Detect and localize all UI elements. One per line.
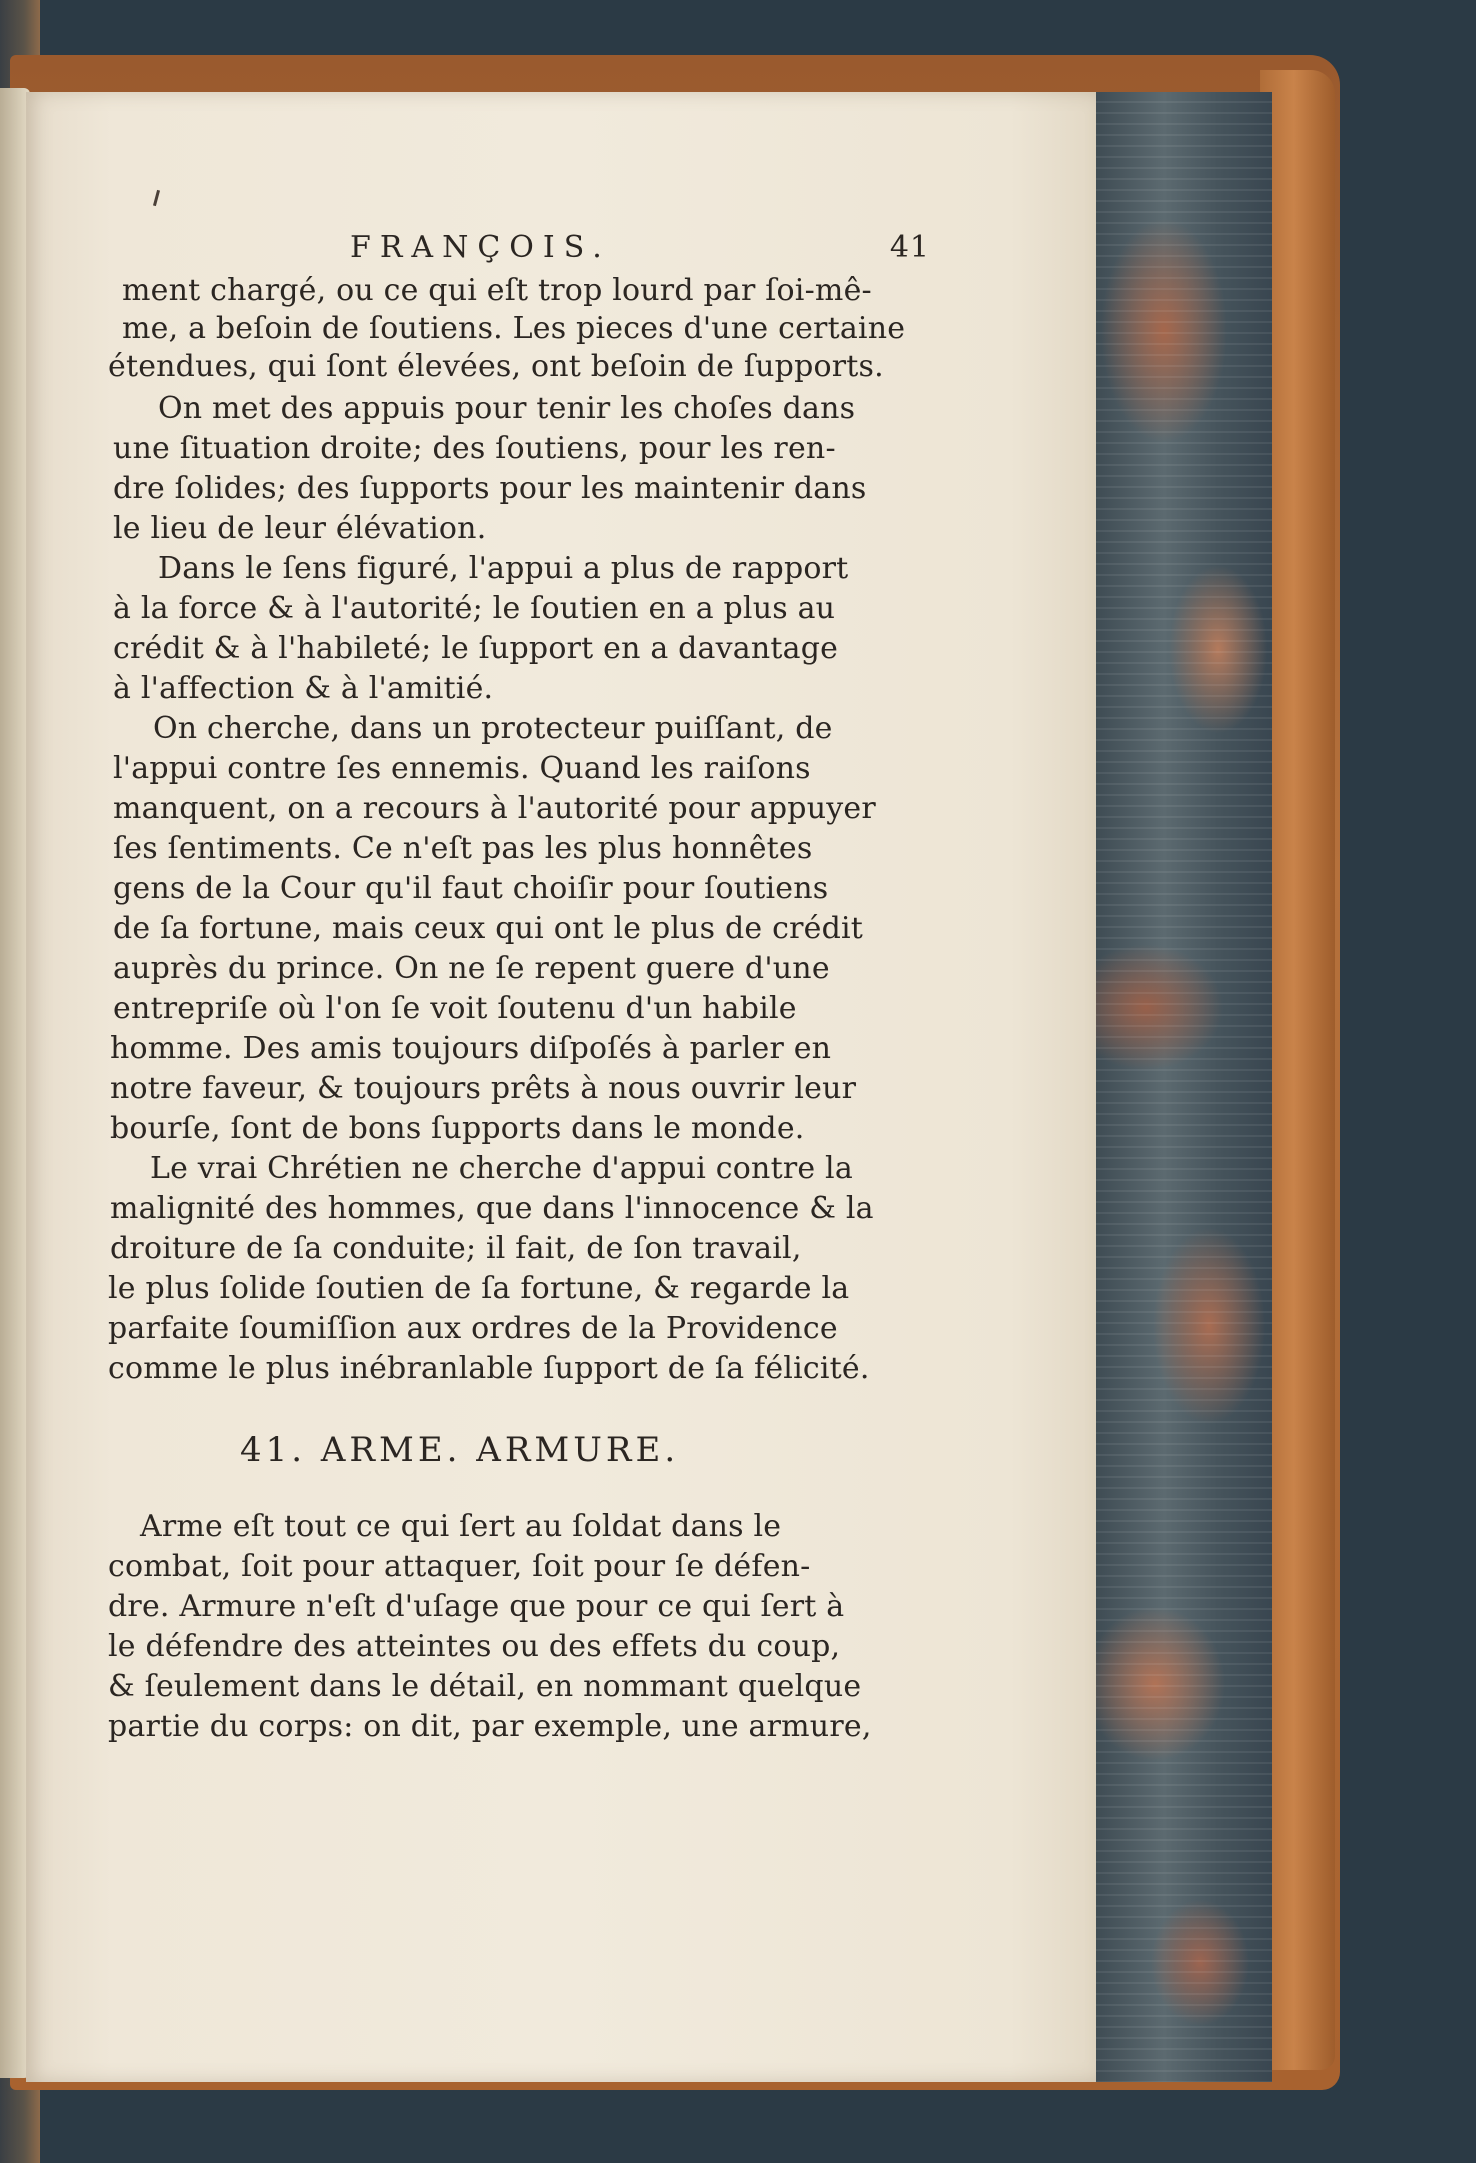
text-line: auprès du prince. On ne ſe repent guere d'une — [113, 951, 830, 986]
text-line: homme. Des amis toujours diſpoſés à parler en — [110, 1031, 832, 1066]
page-number: 41 — [889, 230, 930, 265]
text-line: ſes ſentiments. Ce n'eſt pas les plus honnêtes — [113, 831, 813, 866]
text-line: Le vrai Chrétien ne cherche d'appui contre la — [150, 1151, 853, 1186]
text-line: à la force & à l'autorité; le ſoutien en a plus au — [113, 591, 836, 626]
text-line: droiture de ſa conduite; il fait, de ſon travail, — [110, 1231, 802, 1266]
text-line: parfaite ſoumiſſion aux ordres de la Providence — [108, 1311, 838, 1346]
text-line: gens de la Cour qu'il faut choiſir pour ſoutiens — [113, 871, 829, 906]
text-line: le plus ſolide ſoutien de ſa fortune, & regarde la — [108, 1271, 850, 1306]
text-line: ment chargé, ou ce qui eſt trop lourd par ſoi-mê- — [122, 273, 872, 308]
text-line: bourſe, ſont de bons ſupports dans le monde. — [110, 1111, 805, 1146]
text-line: crédit & à l'habileté; le ſupport en a davantage — [113, 631, 839, 666]
text-line: combat, ſoit pour attaquer, ſoit pour ſe défen- — [108, 1549, 811, 1584]
text-line: l'appui contre ſes ennemis. Quand les raiſons — [113, 751, 811, 786]
text-line: le défendre des atteintes ou des effets du coup, — [108, 1629, 841, 1664]
text-line: de ſa fortune, mais ceux qui ont le plus de crédit — [113, 911, 864, 946]
text-line: à l'affection & à l'amitié. — [113, 671, 494, 706]
text-line: comme le plus inébranlable ſupport de ſa félicité. — [108, 1351, 870, 1386]
text-line: dre. Armure n'eſt d'uſage que pour ce qui ſert à — [108, 1589, 845, 1624]
text-line: On met des appuis pour tenir les choſes dans — [158, 391, 856, 426]
text-line: partie du corps: on dit, par exemple, une armure, — [108, 1709, 872, 1744]
text-line: dre ſolides; des ſupports pour les maintenir dans — [113, 471, 867, 506]
text-line: On cherche, dans un protecteur puiſſant, de — [153, 711, 833, 746]
text-line: étendues, qui ſont élevées, ont beſoin de ſupports. — [108, 349, 884, 384]
text-line: entrepriſe où l'on ſe voit ſoutenu d'un habile — [113, 991, 797, 1026]
section-heading: 41. ARME. ARMURE. — [240, 1430, 680, 1470]
text-line: notre faveur, & toujours prêts à nous ouvrir leur — [110, 1071, 857, 1106]
text-line: & ſeulement dans le détail, en nommant quelque — [108, 1669, 862, 1704]
text-line: une ſituation droite; des ſoutiens, pour les ren- — [113, 431, 836, 466]
ink-mark — [153, 190, 160, 206]
text-line: le lieu de leur élévation. — [113, 511, 487, 546]
text-line: manquent, on a recours à l'autorité pour appuyer — [113, 791, 876, 826]
text-line: Dans le ſens figuré, l'appui a plus de rapport — [158, 551, 849, 586]
text-line: me, a beſoin de ſoutiens. Les pieces d'une certaine — [122, 311, 906, 346]
text-line: Arme eſt tout ce qui ſert au ſoldat dans le — [140, 1509, 782, 1544]
running-head-title: FRANÇOIS. — [350, 230, 611, 265]
running-head — [350, 230, 930, 270]
text-line: malignité des hommes, que dans l'innocence & la — [110, 1191, 874, 1226]
